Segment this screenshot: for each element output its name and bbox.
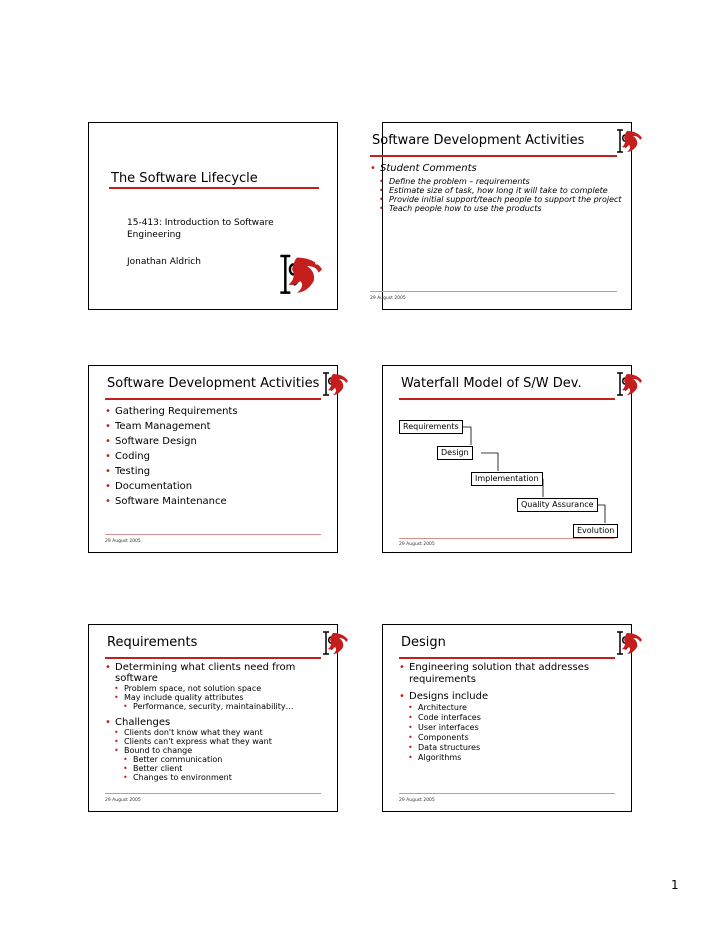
footer-line	[399, 793, 615, 794]
bullet-item: • Engineering solution that addresses requirements	[399, 662, 625, 686]
bullet-item: • Student Comments	[370, 162, 625, 175]
cmu-dragon-logo-icon	[277, 251, 327, 301]
bullet-item: • Coding	[105, 450, 331, 463]
heading-underline	[399, 657, 615, 659]
bullet-item: • Better client	[105, 764, 331, 773]
bullet-item: • Challenges	[105, 717, 331, 728]
slide-design	[382, 624, 632, 812]
bullet-list	[105, 405, 331, 510]
bullet-item: • Gathering Requirements	[105, 405, 331, 418]
bullet-item: • Bound to change	[105, 746, 331, 755]
bullet-item: • Testing	[105, 465, 331, 478]
bullet-item: • Designs include	[399, 690, 625, 703]
bullet-item: • Components	[399, 733, 625, 743]
bullet-item: • Data structures	[399, 743, 625, 753]
slide-date: 29 August 2005	[399, 542, 435, 547]
bullet-item: • Problem space, not solution space	[105, 684, 331, 693]
footer-line	[105, 793, 321, 794]
bullet-item: • Estimate size of task, how long it will take to complete	[370, 186, 625, 195]
stage-implementation: Implementation	[471, 472, 543, 486]
slide-heading: Design	[401, 635, 446, 650]
slide-date: 29 August 2005	[399, 798, 435, 803]
bullet-item: • Code interfaces	[399, 713, 625, 723]
slide-title-heading: The Software Lifecycle	[111, 171, 258, 186]
page-number: 1	[671, 878, 679, 892]
slide-waterfall	[382, 365, 632, 553]
slide-heading: Software Development Activities	[107, 376, 320, 391]
slide-requirements	[88, 624, 338, 812]
heading-underline	[105, 657, 321, 659]
author-name: Jonathan Aldrich	[127, 257, 201, 267]
bullet-item: • Team Management	[105, 420, 331, 433]
cmu-dragon-logo-icon	[615, 127, 645, 157]
heading-underline	[105, 398, 321, 400]
slide-student-comments	[370, 122, 632, 310]
cmu-dragon-logo-icon	[615, 629, 645, 659]
bullet-item: • Teach people how to use the products	[370, 204, 625, 213]
bullet-item: • Architecture	[399, 703, 625, 713]
slide-title	[88, 122, 338, 310]
bullet-item: • Changes to environment	[105, 773, 331, 782]
stage-design: Design	[437, 446, 473, 460]
bullet-item: • Define the problem – requirements	[370, 177, 625, 186]
slide-date: 29 August 2005	[105, 539, 141, 544]
title-underline	[109, 187, 319, 189]
footer-line	[370, 291, 617, 292]
slide-date: 29 August 2005	[105, 798, 141, 803]
bullet-list	[399, 662, 625, 763]
slide-heading: Software Development Activities	[372, 133, 585, 148]
cmu-dragon-logo-icon	[321, 629, 351, 659]
slide-date: 29 August 2005	[370, 296, 406, 301]
course-name: 15-413: Introduction to Software Engineering	[127, 218, 274, 240]
bullet-item: • May include quality attributes	[105, 693, 331, 702]
bullet-item: • Provide initial support/teach people to support the project	[370, 195, 625, 204]
slide-heading: Waterfall Model of S/W Dev.	[401, 376, 582, 391]
bullet-item: • User interfaces	[399, 723, 625, 733]
bullet-item: • Determining what clients need from software	[105, 662, 331, 684]
bullet-item: • Software Maintenance	[105, 495, 331, 508]
stage-evolution: Evolution	[573, 524, 618, 538]
bullet-item: • Clients don't know what they want	[105, 728, 331, 737]
bullet-list	[370, 162, 625, 213]
stage-requirements: Requirements	[399, 420, 463, 434]
bullet-item: • Documentation	[105, 480, 331, 493]
slide-heading: Requirements	[107, 635, 198, 650]
slide-dev-activities	[88, 365, 338, 553]
footer-line	[399, 538, 615, 539]
bullet-item: • Clients can't express what they want	[105, 737, 331, 746]
bullet-item: • Software Design	[105, 435, 331, 448]
bullet-item: • Performance, security, maintainability…	[105, 702, 331, 711]
bullet-item: • Algorithms	[399, 753, 625, 763]
cmu-dragon-logo-icon	[321, 370, 351, 400]
bullet-list	[105, 662, 331, 782]
heading-underline	[370, 155, 617, 157]
bullet-item: • Better communication	[105, 755, 331, 764]
footer-line	[105, 534, 321, 535]
stage-quality-assurance: Quality Assurance	[517, 498, 598, 512]
